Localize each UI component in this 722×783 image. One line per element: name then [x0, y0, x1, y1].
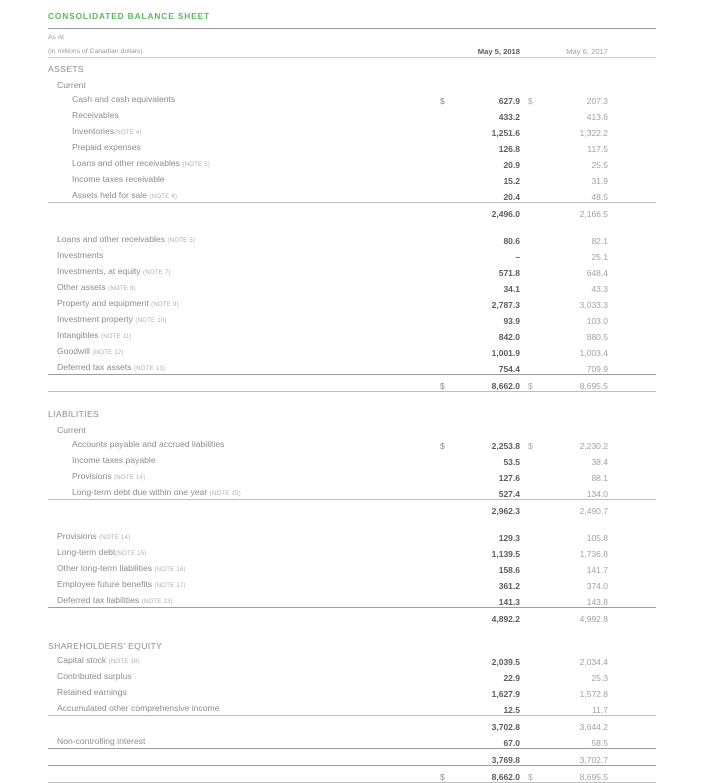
row-value-period-2: 82.1 [591, 236, 608, 246]
liabilities-current-heading: Current [57, 425, 86, 435]
row-value-period-1: 361.2 [498, 581, 520, 591]
row-note: (NOTE 14) [99, 534, 131, 541]
table-row [48, 435, 656, 451]
row-note: (NOTE 5) [182, 161, 211, 168]
row-label: Provisions [57, 531, 97, 541]
row-note: (NOTE 16) [154, 566, 186, 573]
table-row [48, 122, 656, 138]
subtotal-value-period-1: 2,496.0 [491, 209, 520, 219]
row-note: (NOTE 14) [114, 474, 146, 481]
subtotal-row-equity [48, 716, 656, 732]
row-value-period-1: 2,787.3 [491, 300, 520, 310]
row-value-period-2: 374.0 [586, 581, 608, 591]
row-label: Investments, at equity [57, 266, 141, 276]
row-note: (NOTE 8) [108, 285, 136, 292]
table-row [48, 575, 656, 591]
total-value-period-1: 8,662.0 [491, 381, 520, 391]
balance-sheet-table [48, 22, 656, 783]
row-label: Cash and cash equivalents [72, 94, 176, 104]
row-value-period-1: 20.4 [503, 192, 520, 202]
row-label: Contributed surplus [57, 671, 132, 681]
row-label: Retained earnings [57, 687, 127, 697]
table-row [48, 683, 656, 699]
section-heading-assets: ASSETS [48, 64, 85, 74]
liabilities-current-heading-row [48, 419, 656, 435]
row-note: (NOTE 11) [100, 333, 132, 340]
table-row [48, 186, 656, 202]
currency-symbol-period-2: $ [528, 772, 533, 782]
total-value-period-2: 8,695.5 [579, 381, 608, 391]
row-value-period-2: 117.5 [587, 144, 608, 154]
currency-symbol-period-1: $ [440, 96, 445, 106]
row-value-period-1: 53.5 [503, 457, 520, 467]
row-value-period-1: 22.9 [503, 673, 520, 683]
row-value-period-1: 20.9 [503, 160, 520, 170]
row-label: Receivables [72, 110, 119, 120]
row-note: (NOTE 15) [209, 490, 241, 497]
row-value-period-2: 105.8 [586, 533, 608, 543]
balance-sheet-document [48, 0, 656, 783]
currency-symbol-period-2: $ [528, 441, 533, 451]
row-value-period-2: 880.5 [586, 332, 608, 342]
row-value-period-2: 1,322.2 [579, 128, 608, 138]
row-value-period-2: 88.1 [591, 473, 608, 483]
row-label: Long-term debt [57, 547, 116, 557]
row-note: (NOTE 4) [114, 129, 142, 136]
row-value-period-2: 2,230.2 [579, 441, 608, 451]
page-title: CONSOLIDATED BALANCE SHEET [48, 11, 210, 21]
row-value-period-1: 1,001.9 [491, 348, 520, 358]
currency-symbol-period-1: $ [440, 381, 445, 391]
row-label: Other assets [57, 282, 106, 292]
row-value-period-2: 25.5 [591, 160, 608, 170]
row-value-period-2: 25.3 [591, 673, 608, 683]
row-value-period-1: 15.2 [503, 176, 520, 186]
total-value-period-1: 3,769.8 [491, 755, 520, 765]
row-label: Provisions [72, 471, 112, 481]
row-label: Prepaid expenses [72, 142, 141, 152]
row-value-period-2: 48.5 [591, 192, 608, 202]
table-row [48, 154, 656, 170]
table-row [48, 106, 656, 122]
row-value-period-1: 842.0 [498, 332, 520, 342]
row-label: Loans and other receivables [72, 158, 180, 168]
table-row [48, 483, 656, 499]
row-value-period-1: 67.0 [503, 738, 520, 748]
footer-note [48, 703, 648, 711]
subtotal-row-current-liabilities [48, 500, 656, 516]
section-heading-equity-row [48, 635, 656, 651]
row-label: Investment property [57, 314, 133, 324]
row-label: Accumulated other comprehensive income [57, 703, 220, 713]
row-label: Accounts payable and accrued liabilities [72, 439, 225, 449]
row-value-period-1: 527.4 [498, 489, 520, 499]
row-note: (NOTE 5) [167, 237, 196, 244]
row-value-period-1: 129.3 [498, 533, 520, 543]
row-label: Other long-term liabilities [57, 563, 153, 573]
column-header-period-2: May 6, 2017 [566, 47, 608, 56]
row-label: Property and equipment [57, 298, 149, 308]
table-row [48, 294, 656, 310]
row-note: (NOTE 10) [135, 317, 167, 324]
table-row [48, 246, 656, 262]
table-row [48, 358, 656, 374]
table-row [48, 170, 656, 186]
row-value-period-1: 12.5 [503, 705, 520, 715]
row-value-period-2: 103.0 [586, 316, 608, 326]
row-label: Capital stock [57, 655, 107, 665]
row-value-period-1: 1,251.6 [491, 128, 520, 138]
total-value-period-2: 4,992.8 [579, 614, 608, 624]
units-label: (in millions of Canadian dollars) [48, 48, 143, 55]
row-label: Income taxes payable [72, 455, 156, 465]
row-value-period-2: 1,572.8 [579, 689, 608, 699]
row-value-period-1: 93.9 [503, 316, 520, 326]
row-value-period-2: 38.4 [591, 457, 608, 467]
table-row [48, 230, 656, 246]
total-value-period-2: 3,702.7 [579, 755, 608, 765]
subtotal-value-period-1: 2,962.3 [491, 506, 520, 516]
table-row [48, 278, 656, 294]
row-label: Goodwill [57, 346, 90, 356]
row-note: (NOTE 13) [133, 365, 166, 372]
table-row [48, 138, 656, 154]
currency-symbol-period-2: $ [528, 381, 533, 391]
row-label: Deferred tax liabilities [57, 595, 140, 605]
row-label: Investments [57, 250, 104, 260]
row-value-period-2: 31.9 [591, 176, 608, 186]
row-value-period-2: 43.3 [591, 284, 608, 294]
subtotal-value-period-2: 3,644.2 [579, 722, 608, 732]
row-value-period-1: 1,139.5 [491, 549, 520, 559]
row-value-period-2: 2,034.4 [579, 657, 608, 667]
section-heading-liabilities: LIABILITIES [48, 409, 100, 419]
row-value-period-2: 25.1 [591, 252, 608, 262]
assets-current-heading-row [48, 74, 656, 90]
row-value-period-2: 1,003.4 [579, 348, 608, 358]
row-note: (NOTE 6) [149, 193, 178, 200]
row-label: Assets held for sale [72, 190, 147, 200]
row-value-period-1: 433.2 [498, 112, 520, 122]
total-row-assets [48, 375, 656, 391]
table-row-non-controlling-interest [48, 732, 656, 748]
table-row [48, 667, 656, 683]
row-value-period-2: 1,736.8 [579, 549, 608, 559]
total-row-equity [48, 749, 656, 765]
row-label: Employee future benefits [57, 579, 153, 589]
row-label: Inventories [72, 126, 115, 136]
row-value-period-2: 413.6 [586, 112, 608, 122]
row-value-period-1: 141.3 [498, 597, 520, 607]
section-heading-assets-row [48, 58, 656, 74]
row-note: (NOTE 18) [108, 658, 140, 665]
row-label: Non-controlling interest [57, 736, 146, 746]
as-at-label: As At [48, 34, 64, 41]
row-value-period-1: 1,627.9 [491, 689, 520, 699]
row-value-period-2: 141.7 [586, 565, 608, 575]
row-value-period-2: 709.9 [586, 364, 608, 374]
table-row [48, 262, 656, 278]
row-note: (NOTE 9) [151, 301, 179, 308]
table-row [48, 651, 656, 667]
row-value-period-1: 2,039.5 [491, 657, 520, 667]
row-note: (NOTE 7) [142, 269, 171, 276]
row-value-period-1: 627.9 [498, 96, 520, 106]
table-row [48, 326, 656, 342]
table-row [48, 559, 656, 575]
total-value-period-1: 4,892.2 [491, 614, 520, 624]
row-value-period-2: 648.4 [586, 268, 608, 278]
section-heading-liabilities-row [48, 403, 656, 419]
row-value-period-2: 134.0 [586, 489, 608, 499]
row-note: (NOTE 15) [115, 550, 147, 557]
row-label: Loans and other receivables [57, 234, 165, 244]
grand-total-value-period-2: 8,695.5 [579, 772, 608, 782]
row-note: (NOTE 13) [141, 598, 173, 605]
currency-symbol-period-1: $ [440, 441, 445, 451]
subtotal-row-current-assets [48, 203, 656, 219]
currency-symbol-period-2: $ [528, 96, 533, 106]
row-value-period-1: 754.4 [498, 364, 520, 374]
table-row [48, 310, 656, 326]
table-row [48, 591, 656, 607]
row-value-period-1: 80.6 [503, 236, 520, 246]
table-row [48, 342, 656, 358]
table-row [48, 451, 656, 467]
table-row [48, 467, 656, 483]
grand-total-value-period-1: 8,662.0 [491, 772, 520, 782]
row-value-period-2: 207.3 [586, 96, 608, 106]
row-value-period-2: 58.5 [591, 738, 608, 748]
subtotal-value-period-2: 2,166.5 [579, 209, 608, 219]
row-value-period-2: 11.7 [592, 705, 608, 715]
row-value-period-1: 158.6 [498, 565, 520, 575]
total-row-liabilities [48, 608, 656, 624]
currency-symbol-period-1: $ [440, 772, 445, 782]
grand-total-row [48, 766, 656, 782]
row-value-period-1: 2,253.8 [491, 441, 520, 451]
row-value-period-1: 127.6 [498, 473, 520, 483]
table-row [48, 527, 656, 543]
row-label: Intangibles [57, 330, 99, 340]
table-row [48, 90, 656, 106]
assets-current-heading: Current [57, 80, 86, 90]
row-value-period-2: 143.8 [586, 597, 608, 607]
row-value-period-1: 126.8 [498, 144, 520, 154]
row-note: (NOTE 17) [154, 582, 186, 589]
table-row [48, 543, 656, 559]
row-value-period-1: 571.8 [498, 268, 520, 278]
row-label: Income taxes receivable [72, 174, 165, 184]
row-value-period-2: 3,033.3 [579, 300, 608, 310]
column-header-period-1: May 5, 2018 [477, 47, 520, 56]
section-heading-equity: SHAREHOLDERS' EQUITY [48, 641, 163, 651]
row-note: (NOTE 12) [92, 349, 124, 356]
row-value-period-1: – [515, 252, 520, 262]
subtotal-value-period-1: 3,702.8 [491, 722, 520, 732]
as-at-row [48, 29, 656, 43]
column-header-row [48, 43, 656, 57]
row-label: Deferred tax assets [57, 362, 132, 372]
subtotal-value-period-2: 2,490.7 [579, 506, 608, 516]
row-label: Long-term debt due within one year [72, 487, 208, 497]
row-value-period-1: 34.1 [503, 284, 520, 294]
